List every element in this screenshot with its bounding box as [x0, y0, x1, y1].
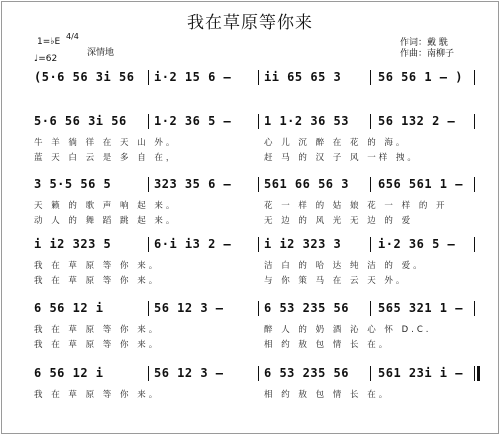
- barline: [258, 114, 259, 129]
- measure: 561 23i i –: [378, 366, 463, 380]
- lyric-line: 天 籁 的 歌 声 响 起 来。: [34, 201, 178, 211]
- measure: 56 12 3 –: [154, 301, 224, 315]
- barline: [258, 237, 259, 252]
- measure: (5·6 56 3i 56: [34, 70, 135, 84]
- measure: 561 66 56 3: [264, 177, 349, 191]
- barline: [474, 70, 475, 85]
- measure: i·2 15 6 –: [154, 70, 232, 84]
- measure: i i2 323 3: [264, 237, 342, 251]
- lyric-line: 蓝 天 白 云 是 多 自 在，: [34, 153, 178, 163]
- lyric-line: 我 在 草 原 等 你 来。: [34, 340, 161, 350]
- score-page: [1, 1, 499, 434]
- lyric-line: 动 人 的 舞 蹈 跳 起 来。: [34, 216, 178, 226]
- tempo-marking: ♩=62: [34, 54, 58, 64]
- notation-row: [4, 175, 498, 231]
- measure: 6 56 12 i: [34, 301, 104, 315]
- barline: [370, 237, 371, 252]
- lyric-line: 我 在 草 原 等 你 来。: [34, 390, 161, 400]
- lyricist-credit: 作词：戴 駪: [400, 38, 448, 48]
- lyric-line: 我 在 草 原 等 你 来。: [34, 325, 161, 335]
- measure: 6 53 235 56: [264, 366, 349, 380]
- barline: [370, 70, 371, 85]
- barline: [474, 114, 475, 129]
- measure: 6 56 12 i: [34, 366, 104, 380]
- key-signature: 1=♭E: [37, 37, 61, 47]
- time-signature: 4/4: [66, 32, 79, 41]
- lyric-line: 我 在 草 原 等 你 来。: [34, 261, 161, 271]
- lyric-line: 心 儿 沉 醉 在 花 的 海。: [264, 138, 408, 148]
- composer-credit: 作曲：南柳子: [400, 49, 455, 59]
- lyric-line: 花 一 样 的 姑 娘 花 一 样 的 开: [264, 201, 448, 211]
- barline: [148, 366, 149, 381]
- measure: 656 561 1 –: [378, 177, 463, 191]
- measure: 565 321 1 –: [378, 301, 463, 315]
- barline: [148, 70, 149, 85]
- measure: 3 5·5 56 5: [34, 177, 112, 191]
- barline: [370, 114, 371, 129]
- song-title: 我在草原等你来: [187, 13, 313, 33]
- barline: [258, 301, 259, 316]
- lyric-line: 无 边 的 风 光 无 边 的 爱: [264, 216, 414, 226]
- barline: [258, 70, 259, 85]
- barline: [258, 177, 259, 192]
- notation-row: [4, 112, 498, 168]
- expression-marking: 深情地: [87, 48, 115, 58]
- barline: [148, 237, 149, 252]
- measure: 323 35 6 –: [154, 177, 232, 191]
- final-barline: [474, 366, 475, 381]
- barline: [370, 177, 371, 192]
- lyric-line: 我 在 草 原 等 你 来。: [34, 276, 161, 286]
- measure: 1·2 36 5 –: [154, 114, 232, 128]
- barline: [474, 177, 475, 192]
- measure: i i2 323 5: [34, 237, 112, 251]
- lyric-line: 相 约 敖 包 情 长 在。: [264, 340, 391, 350]
- measure: 1 1·2 36 53: [264, 114, 349, 128]
- measure: 5·6 56 3i 56: [34, 114, 127, 128]
- lyric-line: 牛 羊 徜 徉 在 天 山 外。: [34, 138, 178, 148]
- barline: [370, 301, 371, 316]
- notation-row: [4, 235, 498, 291]
- measure: 56 132 2 –: [378, 114, 456, 128]
- barline: [474, 237, 475, 252]
- measure: 56 12 3 –: [154, 366, 224, 380]
- lyric-line: 醉 人 的 奶 酒 沁 心 怀 D.C.: [264, 325, 432, 335]
- barline: [474, 301, 475, 316]
- measure: 6 53 235 56: [264, 301, 349, 315]
- lyric-line: 赶 马 的 汉 子 风 一样 拽。: [264, 153, 419, 163]
- barline: [148, 114, 149, 129]
- lyric-line: 相 约 敖 包 情 长 在。: [264, 390, 391, 400]
- notation-row: [4, 364, 498, 420]
- final-barline-thick: [477, 366, 480, 381]
- measure: 6·i i3 2 –: [154, 237, 232, 251]
- measure: ii 65 65 3: [264, 70, 342, 84]
- measure: i·2 36 5 –: [378, 237, 456, 251]
- barline: [258, 366, 259, 381]
- barline: [370, 366, 371, 381]
- notation-row: [4, 299, 498, 355]
- lyric-line: 洁 白 的 哈 达 纯 洁 的 爱。: [264, 261, 425, 271]
- barline: [148, 301, 149, 316]
- barline: [148, 177, 149, 192]
- lyric-line: 与 你 策 马 在 云 天 外。: [264, 276, 408, 286]
- measure: 56 56 1 – ): [378, 70, 463, 84]
